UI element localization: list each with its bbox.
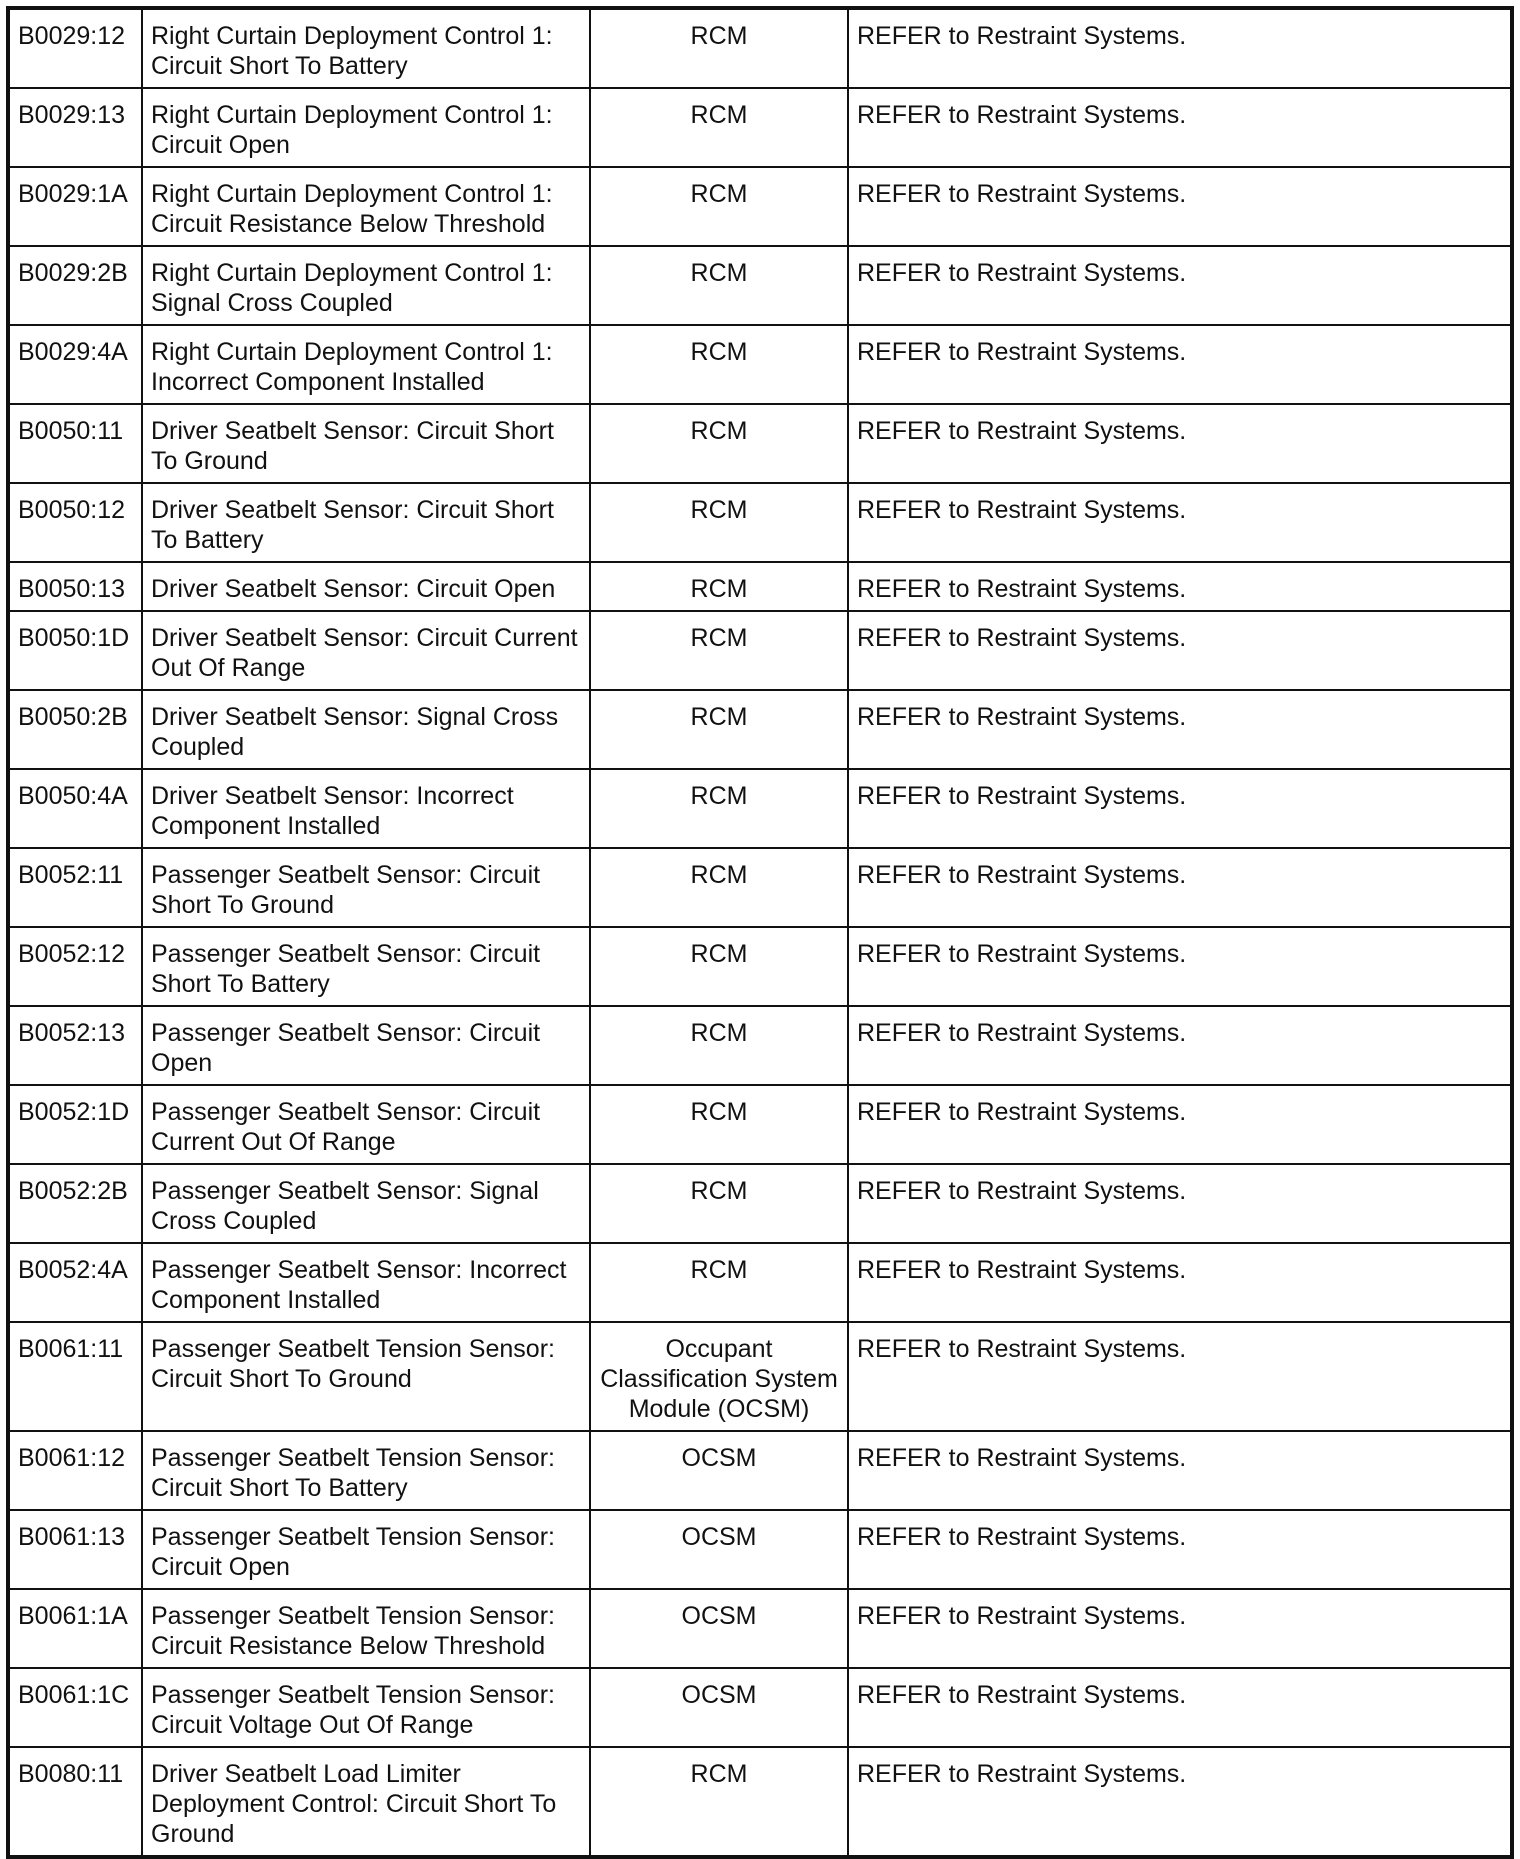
dtc-action-cell: REFER to Restraint Systems. bbox=[848, 1085, 1512, 1164]
dtc-action-cell: REFER to Restraint Systems. bbox=[848, 325, 1512, 404]
description-line: Driver Seatbelt Load Limiter bbox=[151, 1760, 461, 1788]
dtc-code-cell: B0029:4A bbox=[8, 325, 142, 404]
description-line: Cross Coupled bbox=[151, 1207, 317, 1235]
dtc-module-cell bbox=[590, 690, 848, 769]
dtc-action-cell: REFER to Restraint Systems. bbox=[848, 1243, 1512, 1322]
dtc-module-cell bbox=[590, 611, 848, 690]
table-row bbox=[8, 8, 1512, 88]
module-line: RCM bbox=[690, 624, 748, 652]
dtc-description-cell bbox=[142, 1322, 590, 1431]
dtc-description-cell bbox=[142, 88, 590, 167]
table-row bbox=[8, 88, 1512, 167]
description-line: Component Installed bbox=[151, 812, 381, 840]
dtc-description-cell bbox=[142, 848, 590, 927]
dtc-module-cell bbox=[590, 246, 848, 325]
dtc-code-cell: B0052:11 bbox=[8, 848, 142, 927]
description-line: Coupled bbox=[151, 733, 245, 761]
dtc-module-cell bbox=[590, 562, 848, 611]
description-line: Passenger Seatbelt Tension Sensor: bbox=[151, 1681, 555, 1709]
dtc-action-cell: REFER to Restraint Systems. bbox=[848, 1668, 1512, 1747]
module-line: RCM bbox=[690, 338, 748, 366]
module-line: OCSM bbox=[681, 1681, 757, 1709]
module-line: RCM bbox=[690, 861, 748, 889]
dtc-module-cell bbox=[590, 483, 848, 562]
module-line: OCSM bbox=[681, 1444, 757, 1472]
dtc-action-cell: REFER to Restraint Systems. bbox=[848, 769, 1512, 848]
dtc-action-cell: REFER to Restraint Systems. bbox=[848, 1589, 1512, 1668]
description-line: Passenger Seatbelt Sensor: Circuit bbox=[151, 940, 541, 968]
table-row bbox=[8, 1164, 1512, 1243]
dtc-action-cell: REFER to Restraint Systems. bbox=[848, 927, 1512, 1006]
module-line: RCM bbox=[690, 101, 748, 129]
dtc-module-cell bbox=[590, 1668, 848, 1747]
table-row bbox=[8, 246, 1512, 325]
table-row bbox=[8, 1431, 1512, 1510]
dtc-description-cell bbox=[142, 690, 590, 769]
dtc-module-cell bbox=[590, 1322, 848, 1431]
dtc-code-cell: B0052:12 bbox=[8, 927, 142, 1006]
dtc-code-cell: B0050:2B bbox=[8, 690, 142, 769]
module-line: RCM bbox=[690, 782, 748, 810]
dtc-code-cell: B0050:4A bbox=[8, 769, 142, 848]
table-row bbox=[8, 562, 1512, 611]
table-row bbox=[8, 1006, 1512, 1085]
module-line: RCM bbox=[690, 259, 748, 287]
description-line: Right Curtain Deployment Control 1: bbox=[151, 259, 553, 287]
table-row bbox=[8, 1747, 1512, 1857]
dtc-module-cell bbox=[590, 1589, 848, 1668]
dtc-description-cell bbox=[142, 1668, 590, 1747]
description-line: Passenger Seatbelt Tension Sensor: bbox=[151, 1602, 555, 1630]
table-row bbox=[8, 1085, 1512, 1164]
dtc-code-cell: B0052:13 bbox=[8, 1006, 142, 1085]
description-line: Passenger Seatbelt Sensor: Circuit bbox=[151, 1019, 541, 1047]
dtc-module-cell bbox=[590, 1747, 848, 1857]
dtc-code-cell: B0029:12 bbox=[8, 8, 142, 88]
table-row bbox=[8, 167, 1512, 246]
description-line: Signal Cross Coupled bbox=[151, 289, 393, 317]
module-line: Module (OCSM) bbox=[628, 1395, 810, 1423]
dtc-code-cell: B0029:13 bbox=[8, 88, 142, 167]
dtc-action-cell: REFER to Restraint Systems. bbox=[848, 611, 1512, 690]
dtc-description-cell bbox=[142, 1589, 590, 1668]
description-line: Circuit Short To Battery bbox=[151, 52, 408, 80]
module-line: Occupant bbox=[665, 1335, 773, 1363]
dtc-action-cell: REFER to Restraint Systems. bbox=[848, 690, 1512, 769]
dtc-code-cell: B0061:1C bbox=[8, 1668, 142, 1747]
description-line: Right Curtain Deployment Control 1: bbox=[151, 22, 553, 50]
dtc-description-cell bbox=[142, 404, 590, 483]
module-line: RCM bbox=[690, 180, 748, 208]
dtc-action-cell: REFER to Restraint Systems. bbox=[848, 1006, 1512, 1085]
dtc-module-cell bbox=[590, 927, 848, 1006]
dtc-action-cell: REFER to Restraint Systems. bbox=[848, 848, 1512, 927]
description-line: Circuit Open bbox=[151, 1553, 290, 1581]
table-row bbox=[8, 1243, 1512, 1322]
dtc-action-cell: REFER to Restraint Systems. bbox=[848, 167, 1512, 246]
dtc-table bbox=[6, 6, 1514, 1859]
dtc-action-cell: REFER to Restraint Systems. bbox=[848, 1431, 1512, 1510]
dtc-action-cell: REFER to Restraint Systems. bbox=[848, 88, 1512, 167]
table-row bbox=[8, 404, 1512, 483]
dtc-code-cell: B0052:2B bbox=[8, 1164, 142, 1243]
description-line: Circuit Resistance Below Threshold bbox=[151, 1632, 546, 1660]
description-line: Driver Seatbelt Sensor: Circuit Short bbox=[151, 417, 554, 445]
table-row bbox=[8, 690, 1512, 769]
module-line: RCM bbox=[690, 22, 748, 50]
dtc-code-cell: B0050:11 bbox=[8, 404, 142, 483]
table-row bbox=[8, 848, 1512, 927]
dtc-description-cell bbox=[142, 1243, 590, 1322]
dtc-module-cell bbox=[590, 1085, 848, 1164]
table-row bbox=[8, 611, 1512, 690]
module-line: RCM bbox=[690, 1760, 748, 1788]
description-line: Passenger Seatbelt Tension Sensor: bbox=[151, 1444, 555, 1472]
dtc-code-cell: B0050:12 bbox=[8, 483, 142, 562]
dtc-module-cell bbox=[590, 404, 848, 483]
dtc-action-cell: REFER to Restraint Systems. bbox=[848, 1510, 1512, 1589]
dtc-description-cell bbox=[142, 769, 590, 848]
module-line: Classification System bbox=[600, 1365, 838, 1393]
dtc-code-cell: B0050:13 bbox=[8, 562, 142, 611]
dtc-module-cell bbox=[590, 1243, 848, 1322]
dtc-action-cell: REFER to Restraint Systems. bbox=[848, 1322, 1512, 1431]
dtc-code-cell: B0029:2B bbox=[8, 246, 142, 325]
dtc-description-cell bbox=[142, 927, 590, 1006]
dtc-description-cell bbox=[142, 1164, 590, 1243]
description-line: Circuit Short To Battery bbox=[151, 1474, 408, 1502]
dtc-code-cell: B0061:1A bbox=[8, 1589, 142, 1668]
dtc-module-cell bbox=[590, 848, 848, 927]
description-line: Circuit Voltage Out Of Range bbox=[151, 1711, 474, 1739]
module-line: RCM bbox=[690, 496, 748, 524]
description-line: Out Of Range bbox=[151, 654, 306, 682]
dtc-action-cell: REFER to Restraint Systems. bbox=[848, 1164, 1512, 1243]
description-line: To Battery bbox=[151, 526, 264, 554]
dtc-code-cell: B0052:1D bbox=[8, 1085, 142, 1164]
dtc-module-cell bbox=[590, 167, 848, 246]
description-line: Short To Battery bbox=[151, 970, 330, 998]
dtc-module-cell bbox=[590, 325, 848, 404]
dtc-description-cell bbox=[142, 1006, 590, 1085]
description-line: Passenger Seatbelt Sensor: Circuit bbox=[151, 861, 541, 889]
table-row bbox=[8, 1322, 1512, 1431]
dtc-module-cell bbox=[590, 8, 848, 88]
description-line: Driver Seatbelt Sensor: Circuit Short bbox=[151, 496, 554, 524]
dtc-action-cell: REFER to Restraint Systems. bbox=[848, 562, 1512, 611]
dtc-description-cell bbox=[142, 246, 590, 325]
description-line: Driver Seatbelt Sensor: Circuit Current bbox=[151, 624, 578, 652]
dtc-action-cell: REFER to Restraint Systems. bbox=[848, 483, 1512, 562]
dtc-description-cell bbox=[142, 1510, 590, 1589]
module-line: RCM bbox=[690, 1177, 748, 1205]
table-row bbox=[8, 1510, 1512, 1589]
dtc-table-body bbox=[8, 8, 1512, 1857]
description-line: Driver Seatbelt Sensor: Incorrect bbox=[151, 782, 514, 810]
dtc-action-cell: REFER to Restraint Systems. bbox=[848, 246, 1512, 325]
table-row bbox=[8, 483, 1512, 562]
module-line: RCM bbox=[690, 1019, 748, 1047]
dtc-module-cell bbox=[590, 1510, 848, 1589]
description-line: Open bbox=[151, 1049, 213, 1077]
module-line: RCM bbox=[690, 703, 748, 731]
description-line: Short To Ground bbox=[151, 891, 334, 919]
description-line: Passenger Seatbelt Sensor: Signal bbox=[151, 1177, 539, 1205]
table-row bbox=[8, 325, 1512, 404]
module-line: RCM bbox=[690, 1256, 748, 1284]
description-line: Driver Seatbelt Sensor: Circuit Open bbox=[151, 575, 556, 603]
dtc-action-cell: REFER to Restraint Systems. bbox=[848, 1747, 1512, 1857]
description-line: Circuit Short To Ground bbox=[151, 1365, 412, 1393]
dtc-code-cell: B0061:13 bbox=[8, 1510, 142, 1589]
description-line: Component Installed bbox=[151, 1286, 381, 1314]
table-row bbox=[8, 769, 1512, 848]
description-line: Circuit Resistance Below Threshold bbox=[151, 210, 546, 238]
dtc-code-cell: B0029:1A bbox=[8, 167, 142, 246]
module-line: OCSM bbox=[681, 1602, 757, 1630]
dtc-action-cell: REFER to Restraint Systems. bbox=[848, 8, 1512, 88]
dtc-module-cell bbox=[590, 1164, 848, 1243]
dtc-code-cell: B0061:12 bbox=[8, 1431, 142, 1510]
dtc-module-cell bbox=[590, 769, 848, 848]
dtc-code-cell: B0080:11 bbox=[8, 1747, 142, 1857]
description-line: Right Curtain Deployment Control 1: bbox=[151, 180, 553, 208]
dtc-code-cell: B0052:4A bbox=[8, 1243, 142, 1322]
dtc-code-cell: B0061:11 bbox=[8, 1322, 142, 1431]
module-line: RCM bbox=[690, 417, 748, 445]
dtc-description-cell bbox=[142, 8, 590, 88]
dtc-description-cell bbox=[142, 1085, 590, 1164]
description-line: Passenger Seatbelt Sensor: Circuit bbox=[151, 1098, 541, 1126]
dtc-description-cell bbox=[142, 611, 590, 690]
module-line: RCM bbox=[690, 1098, 748, 1126]
dtc-description-cell bbox=[142, 325, 590, 404]
dtc-description-cell bbox=[142, 1747, 590, 1857]
description-line: Passenger Seatbelt Sensor: Incorrect bbox=[151, 1256, 567, 1284]
description-line: Ground bbox=[151, 1820, 235, 1848]
description-line: To Ground bbox=[151, 447, 268, 475]
description-line: Passenger Seatbelt Tension Sensor: bbox=[151, 1523, 555, 1551]
dtc-description-cell bbox=[142, 562, 590, 611]
module-line: RCM bbox=[690, 940, 748, 968]
description-line: Circuit Open bbox=[151, 131, 290, 159]
dtc-description-cell bbox=[142, 1431, 590, 1510]
description-line: Right Curtain Deployment Control 1: bbox=[151, 338, 553, 366]
dtc-action-cell: REFER to Restraint Systems. bbox=[848, 404, 1512, 483]
table-row bbox=[8, 1668, 1512, 1747]
module-line: OCSM bbox=[681, 1523, 757, 1551]
description-line: Incorrect Component Installed bbox=[151, 368, 485, 396]
dtc-module-cell bbox=[590, 88, 848, 167]
dtc-description-cell bbox=[142, 167, 590, 246]
description-line: Current Out Of Range bbox=[151, 1128, 396, 1156]
description-line: Driver Seatbelt Sensor: Signal Cross bbox=[151, 703, 559, 731]
dtc-code-cell: B0050:1D bbox=[8, 611, 142, 690]
table-row bbox=[8, 1589, 1512, 1668]
description-line: Deployment Control: Circuit Short To bbox=[151, 1790, 557, 1818]
dtc-description-cell bbox=[142, 483, 590, 562]
description-line: Passenger Seatbelt Tension Sensor: bbox=[151, 1335, 555, 1363]
table-row bbox=[8, 927, 1512, 1006]
module-line: RCM bbox=[690, 575, 748, 603]
description-line: Right Curtain Deployment Control 1: bbox=[151, 101, 553, 129]
dtc-module-cell bbox=[590, 1431, 848, 1510]
dtc-module-cell bbox=[590, 1006, 848, 1085]
